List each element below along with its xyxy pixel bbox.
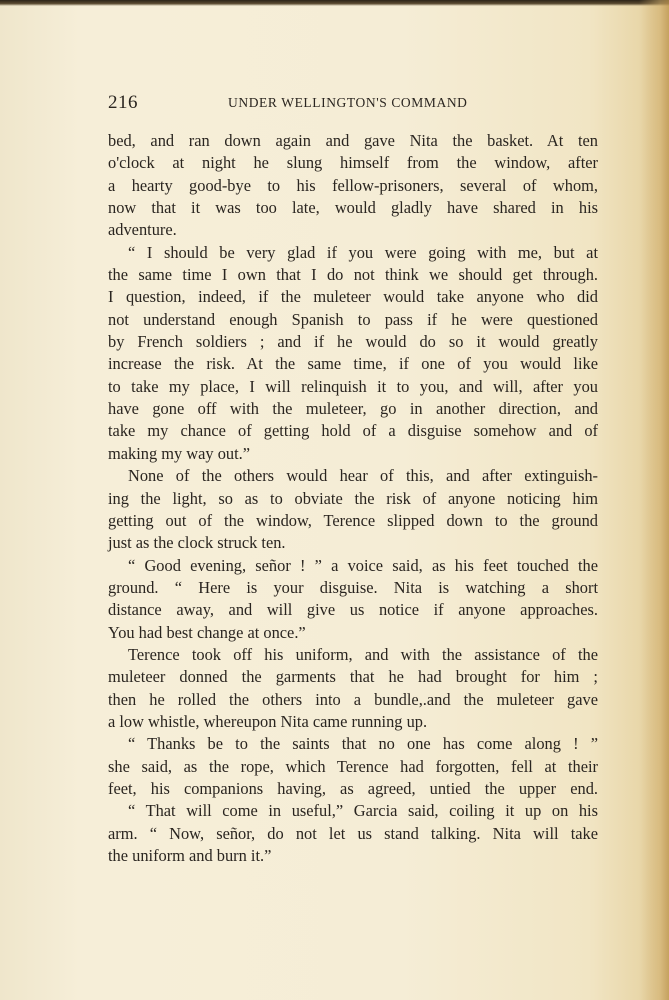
text-line: making my way out.” xyxy=(108,443,251,463)
text-line: distance away, and will give us notice if anyone approaches. xyxy=(108,600,598,620)
text-line: ground. “ Here is your disguise. Nita is watching a short xyxy=(108,577,598,597)
text-line: to take my place, I will relinquish it to you, and will, after you xyxy=(108,376,598,396)
page-top-edge xyxy=(0,0,669,6)
page-number: 216 xyxy=(108,92,138,113)
text-line: have gone off with the muleteer, go in another direction, and xyxy=(108,399,598,419)
text-line: “ I should be very glad if you were going with me, but at xyxy=(128,242,598,262)
running-head: UNDER WELLINGTON'S COMMAND xyxy=(228,95,468,110)
text-line: bed, and ran down again and gave Nita the basket. At ten xyxy=(108,131,598,150)
text-line: she said, as the rope, which Terence had forgotten, fell at their xyxy=(108,756,598,776)
text-line: “ Good evening, señor ! ” a voice said, as his feet touched the xyxy=(128,555,598,575)
text-line: You had best change at once.” xyxy=(108,622,306,642)
text-line: a low whistle, whereupon Nita came running up. xyxy=(108,711,428,731)
text-line: Terence took off his uniform, and with the assistance of the xyxy=(128,644,598,664)
body-text xyxy=(108,130,598,867)
page-header xyxy=(108,92,598,116)
text-line: the uniform and burn it.” xyxy=(108,846,272,865)
text-line: take my chance of getting hold of a disguise somehow and of xyxy=(108,421,598,441)
text-line: getting out of the window, Terence slipped down to the ground xyxy=(108,510,598,530)
text-line: None of the others would hear of this, and after extinguish- xyxy=(128,466,598,486)
text-line: a hearty good-bye to his fellow-prisoners, several of whom, xyxy=(108,175,598,195)
text-line: by French soldiers ; and if he would do so it would greatly xyxy=(108,332,598,352)
text-line: muleteer donned the garments that he had brought for him ; xyxy=(108,667,598,687)
text-line: o'clock at night he slung himself from the window, after xyxy=(108,153,598,173)
text-line: arm. “ Now, señor, do not let us stand talking. Nita will take xyxy=(108,823,598,843)
text-line: adventure. xyxy=(108,220,177,240)
text-line: I question, indeed, if the muleteer would take anyone who did xyxy=(108,287,598,307)
text-line: not understand enough Spanish to pass if he were questioned xyxy=(108,309,598,329)
text-line: feet, his companions having, as agreed, untied the upper end. xyxy=(108,778,598,798)
text-line: increase the risk. At the same time, if one of you would like xyxy=(108,354,598,374)
text-line: “ Thanks be to the saints that no one has come along ! ” xyxy=(128,734,598,754)
text-line: ing the light, so as to obviate the risk of anyone noticing him xyxy=(108,488,598,508)
text-line: “ That will come in useful,” Garcia said, coiling it up on his xyxy=(128,801,598,821)
text-line: then he rolled the others into a bundle,.and the muleteer gave xyxy=(108,689,598,709)
text-line: now that it was too late, would gladly have shared in his xyxy=(108,198,598,218)
text-line: just as the clock struck ten. xyxy=(108,533,286,553)
page-right-shadow xyxy=(639,0,669,1000)
text-line: the same time I own that I do not think we should get through. xyxy=(108,265,598,285)
